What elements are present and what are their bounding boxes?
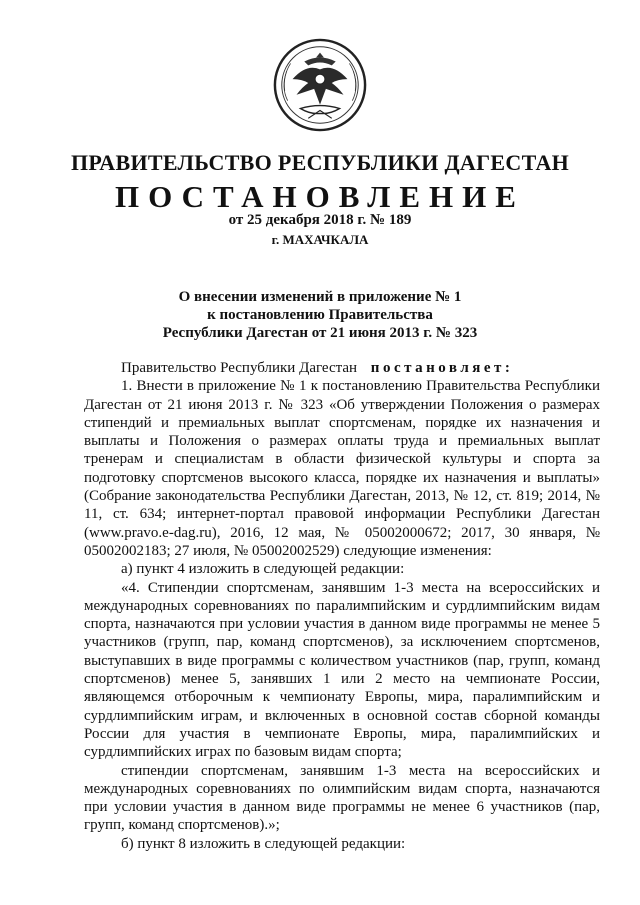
subject-line: к постановлению Правительства	[207, 307, 433, 323]
intro-paragraph	[84, 359, 600, 377]
document-city: г. МАХАЧКАЛА	[271, 232, 369, 247]
subject-line: О внесении изменений в приложение № 1	[178, 289, 462, 305]
document-date: от 25 декабря 2018 г. № 189	[228, 212, 412, 228]
coat-of-arms-of-dagestan-icon	[271, 36, 369, 134]
intro-text: Правительство Республики Дагестан	[121, 360, 358, 376]
paragraph: 1. Внести в приложение № 1 к постановлению Правительства Республики Дагестан от 21 июня 2013 г. № 323 «Об утверждении Положения о размерах стипендий и премиальных выплат спортсменам, порядке их назначения и выплаты и Положения о размерах оплаты труда и премиальных выплат тренерам и специалистам в области физической культуры и спорта за подготовку спортсменов высокого класса, порядке их назначения и выплаты» (Собрание законодательства Республики Дагестан, 2013, № 12, ст. 819; 2014, № 11, ст. 634; интернет-портал правовой информации Республики Дагестан (www.pravo.e-dag.ru), 2016, 12 мая, № 05002000672; 2017, 30 января, № 05002002183; 27 июля, № 05002002529) следующие изменения:	[84, 378, 600, 559]
decree-word: постановляет:	[370, 360, 514, 376]
paragraph: б) пункт 8 изложить в следующей редакции:	[121, 835, 406, 852]
document-subject	[120, 288, 520, 342]
paragraph: «4. Стипендии спортсменам, занявшим 1-3 места на всероссийских и международных соревнованиях по паралимпийским и сурдлимпийским видам спорта, назначаются при условии участия в данном виде программы не менее 5 участников (групп, пар, команд спортсменов), за исключением спортсменов, выступавших в виде программы с количеством участников (пар, групп, команд спортсменов) менее 5, занявших 1 или 2 место на чемпионате России, являющемся отборочным к чемпионату Европы, мира, паралимпийским и сурдлимпийским играм, и включенных в основной состав сборной команды России для участия в чемпионате Европы, мира, паралимпийских и сурдлимпийских играх по базовым видам спорта;	[84, 579, 600, 761]
government-title: ПРАВИТЕЛЬСТВО РЕСПУБЛИКИ ДАГЕСТАН	[70, 150, 570, 175]
document-body	[84, 359, 600, 853]
paragraph: стипендии спортсменам, занявшим 1-3 места на всероссийских и международных соревнованиях по олимпийским видам спорта, назначаются при условии участия в данном виде программы не менее 6 участников (пар, групп, команд спортсменов).»;	[84, 762, 600, 834]
paragraph: а) пункт 4 изложить в следующей редакции:	[121, 561, 405, 578]
document-type: ПОСТАНОВЛЕНИЕ	[115, 179, 525, 214]
subject-line: Республики Дагестан от 21 июня 2013 г. № 323	[162, 325, 478, 341]
